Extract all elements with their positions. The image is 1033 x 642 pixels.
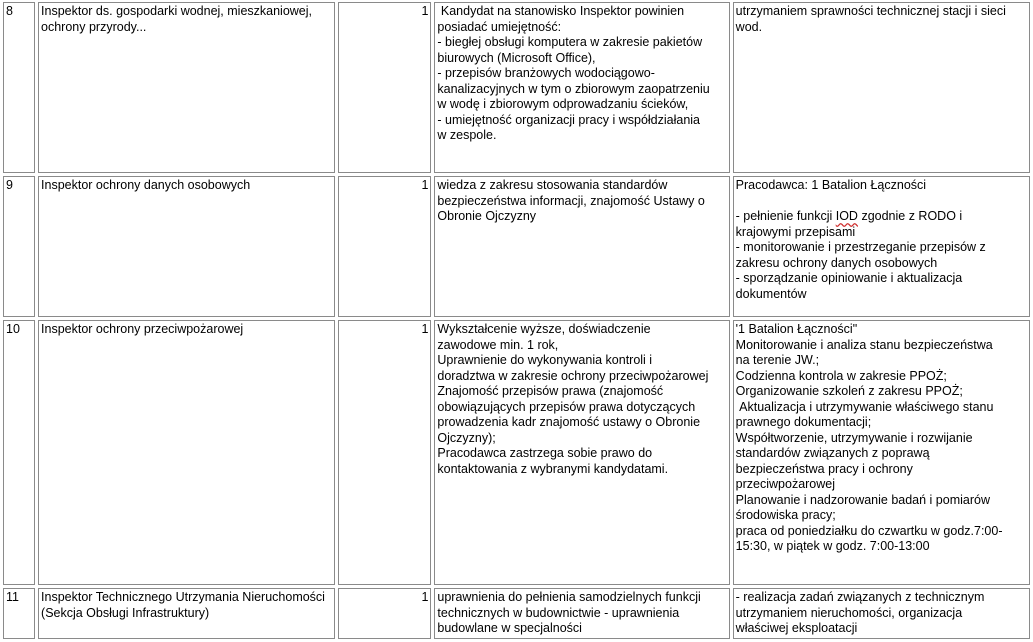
position-name: Inspektor ochrony danych osobowych bbox=[38, 176, 335, 317]
row-number: 11 bbox=[3, 588, 35, 639]
duty-line: Organizowanie szkoleń z zakresu PPOŻ; bbox=[735, 384, 963, 398]
requirement-line: w zespole. bbox=[437, 128, 497, 142]
requirement-line: Znajomość przepisów prawa (znajomość bbox=[437, 384, 664, 398]
requirement-line: bezpieczeństwa informacji, znajomość Ustawy o bbox=[437, 193, 705, 208]
table-row bbox=[3, 320, 1030, 585]
duty-line: środowiska pracy; bbox=[735, 508, 836, 522]
duty-line: Monitorowanie i analiza stanu bezpieczeństwa bbox=[735, 337, 993, 352]
row-number: 8 bbox=[3, 2, 35, 173]
duty-line: Współtworzenie, utrzymywanie i rozwijanie bbox=[735, 430, 973, 445]
duty-line: właściwej eksploatacji bbox=[735, 621, 858, 635]
requirement-line: biurowych (Microsoft Office), bbox=[437, 50, 596, 65]
requirement-line: - umiejętność organizacji pracy i współdziałania bbox=[437, 112, 701, 127]
position-count: 1 bbox=[338, 2, 431, 173]
row-number: 9 bbox=[3, 176, 35, 317]
requirement-line: Obronie Ojczyzny bbox=[437, 209, 537, 223]
requirement-line: doradztwa w zakresie ochrony przeciwpożarowej bbox=[437, 368, 709, 383]
position-count: 1 bbox=[338, 588, 431, 639]
position-name: Inspektor Technicznego Utrzymania Nieruchomości (Sekcja Obsługi Infrastruktury) bbox=[38, 588, 335, 639]
table-row bbox=[3, 176, 1030, 317]
duty-line: 15:30, w piątek w godz. 7:00-13:00 bbox=[735, 539, 930, 553]
requirement-line: w wodę i zbiorowym odprowadzaniu ścieków, bbox=[437, 97, 689, 111]
duties-cell bbox=[733, 588, 1030, 639]
requirement-line: technicznych w budownictwie - uprawnienia bbox=[437, 605, 680, 620]
requirements-cell bbox=[434, 588, 729, 639]
duty-line: Planowanie i nadzorowanie badań i pomiarów bbox=[735, 492, 990, 507]
duty-line: prawnego dokumentacji; bbox=[735, 415, 872, 429]
duty-line: bezpieczeństwa pracy i ochrony bbox=[735, 461, 913, 476]
position-name: Inspektor ochrony przeciwpożarowej bbox=[38, 320, 335, 585]
duty-line: praca od poniedziałku do czwartku w godz.7:00- bbox=[735, 523, 1003, 538]
duty-line: - sporządzanie opiniowanie i aktualizacja bbox=[735, 271, 963, 285]
position-count: 1 bbox=[338, 176, 431, 317]
duty-line: utrzymaniem nieruchomości, organizacja bbox=[735, 605, 963, 620]
requirement-line: wiedza z zakresu stosowania standardów bbox=[437, 178, 668, 192]
requirements-cell bbox=[434, 2, 729, 173]
duty-line: na terenie JW.; bbox=[735, 353, 820, 367]
blank-line bbox=[736, 194, 1027, 210]
employer-line: Pracodawca: 1 Batalion Łączności bbox=[735, 178, 927, 192]
requirement-line: Pracodawca zastrzega sobie prawo do bbox=[437, 446, 653, 460]
duties-cell bbox=[733, 320, 1030, 585]
requirement-line: - biegłej obsługi komputera w zakresie pakietów bbox=[437, 35, 703, 49]
duty-line: utrzymaniem sprawności technicznej stacji i sieci bbox=[735, 4, 1006, 18]
row-number: 10 bbox=[3, 320, 35, 585]
position-count: 1 bbox=[338, 320, 431, 585]
duty-line: krajowymi przepisami bbox=[735, 224, 856, 239]
requirements-cell bbox=[434, 320, 729, 585]
duty-line bbox=[736, 209, 1027, 225]
table-row bbox=[3, 588, 1030, 639]
iod-abbreviation: IOD bbox=[835, 209, 858, 223]
duty-line: zakresu ochrony danych osobowych bbox=[735, 255, 938, 270]
requirement-line: uprawnienia do pełnienia samodzielnych funkcji bbox=[437, 590, 701, 604]
duty-text: zgodnie z RODO i bbox=[857, 209, 963, 223]
requirement-line: - przepisów branżowych wodociągowo- bbox=[437, 66, 655, 80]
requirements-cell bbox=[434, 176, 729, 317]
duty-line: standardów związanych z poprawą bbox=[735, 446, 930, 460]
duty-text: - pełnienie funkcji bbox=[735, 209, 836, 223]
requirement-line: obowiązujących przepisów prawa dotyczących bbox=[437, 399, 696, 414]
requirement-line: Wykształcenie wyższe, doświadczenie bbox=[437, 322, 651, 336]
duty-line: '1 Batalion Łączności" bbox=[735, 322, 858, 336]
requirement-line: Uprawnienie do wykonywania kontroli i bbox=[437, 353, 653, 367]
requirement-line: kanalizacyjnych w tym o zbiorowym zaopatrzeniu bbox=[437, 81, 710, 96]
duty-line: - monitorowanie i przestrzeganie przepisów z bbox=[735, 240, 986, 254]
requirement-line: kontaktowania z wybranymi kandydatami. bbox=[437, 461, 669, 476]
position-name: Inspektor ds. gospodarki wodnej, mieszkaniowej, ochrony przyrody... bbox=[38, 2, 335, 173]
requirement-line: budowlane w specjalności bbox=[437, 621, 582, 635]
duties-cell bbox=[733, 176, 1030, 317]
duties-cell bbox=[733, 2, 1030, 173]
table-row bbox=[3, 2, 1030, 173]
duty-line: Aktualizacja i utrzymywanie właściwego stanu bbox=[735, 399, 994, 414]
requirement-line: Kandydat na stanowisko Inspektor powinien bbox=[437, 4, 685, 18]
duty-line: - realizacja zadań związanych z technicznym bbox=[735, 590, 985, 604]
requirement-line: zawodowe min. 1 rok, bbox=[437, 337, 559, 352]
requirement-line: Ojczyzny); bbox=[437, 430, 496, 445]
requirement-line: posiadać umiejętność: bbox=[437, 19, 562, 34]
duty-line: dokumentów bbox=[735, 286, 807, 301]
duty-line: wod. bbox=[735, 19, 763, 34]
requirement-line: prowadzenia kadr znajomość ustawy o Obronie bbox=[437, 415, 701, 429]
duty-line: przeciwpożarowej bbox=[735, 477, 836, 491]
duty-line: Codzienna kontrola w zakresie PPOŻ; bbox=[735, 368, 947, 383]
